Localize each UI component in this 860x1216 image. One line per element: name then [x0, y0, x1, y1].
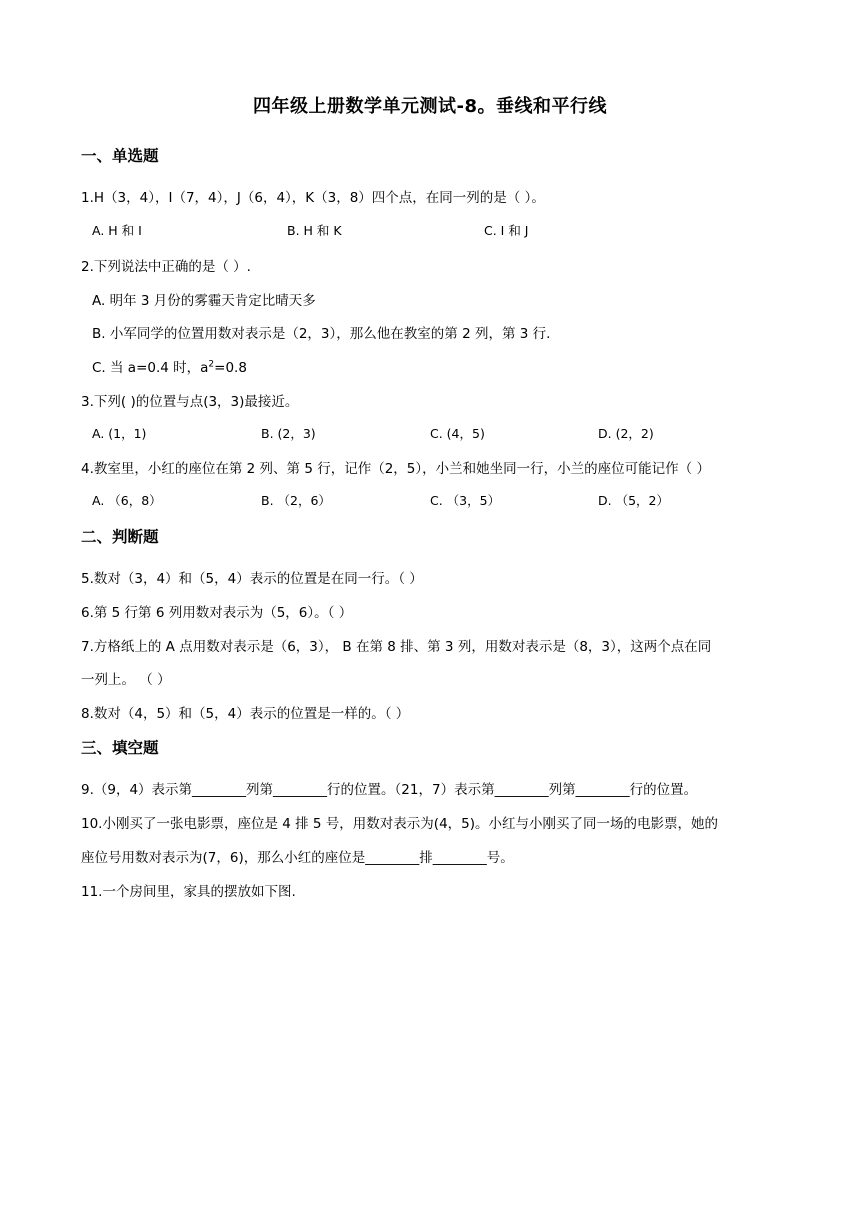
- q1-option-a: A. H 和 I: [92, 223, 142, 238]
- q1-option-b: B. H 和 K: [287, 223, 342, 238]
- q2-option-c: [92, 356, 247, 376]
- question-2-text: 2.下列说法中正确的是（ ）.: [81, 259, 251, 275]
- question-3-text: 3.下列( )的位置与点(3，3)最接近。: [81, 394, 299, 410]
- q2-option-c-text: C. 当 a=0.4 时，a: [92, 360, 209, 376]
- q4-option-a: A. （6，8）: [92, 493, 162, 508]
- question-4-text: 4.教室里，小红的座位在第 2 列、第 5 行，记作（2，5），小兰和她坐同一行，小兰的座位可能记作（ ）: [81, 461, 710, 477]
- q3-option-c: C. (4，5): [430, 426, 485, 441]
- q2-option-b: B. 小军同学的位置用数对表示是（2，3），那么他在教室的第 2 列，第 3 行.: [92, 326, 551, 342]
- q4-option-b: B. （2，6）: [261, 493, 331, 508]
- page-title: 四年级上册数学单元测试-8。垂线和平行线: [253, 96, 607, 117]
- question-10-line-2: 座位号用数对表示为(7，6)，那么小红的座位是________排________号。: [81, 850, 514, 866]
- question-7-line-2: 一列上。 （ ）: [81, 672, 171, 688]
- section-heading-single-choice: 一、单选题: [81, 147, 159, 165]
- question-9-text: 9.（9，4）表示第________列第________行的位置。（21，7）表示第________列第________行的位置。: [81, 782, 698, 798]
- q4-option-c: C. （3，5）: [430, 493, 501, 508]
- q2-option-c-value: =0.8: [214, 360, 247, 376]
- q2-option-a: A. 明年 3 月份的雾霾天肯定比晴天多: [92, 293, 316, 309]
- q3-option-a: A. (1，1): [92, 426, 147, 441]
- question-11-text: 11.一个房间里，家具的摆放如下图.: [81, 884, 296, 900]
- q1-option-c: C. I 和 J: [484, 223, 529, 238]
- q4-option-d: D. （5，2）: [598, 493, 669, 508]
- question-6-text: 6.第 5 行第 6 列用数对表示为（5，6）。（ ）: [81, 605, 353, 621]
- section-heading-true-false: 二、判断题: [81, 528, 159, 546]
- question-8-text: 8.数对（4，5）和（5，4）表示的位置是一样的。（ ）: [81, 706, 410, 722]
- q3-option-b: B. (2，3): [261, 426, 316, 441]
- question-7-line-1: 7.方格纸上的 A 点用数对表示是（6，3）， B 在第 8 排、第 3 列，用数对表示是（8，3），这两个点在同: [81, 639, 712, 655]
- q3-option-d: D. (2，2): [598, 426, 654, 441]
- question-1-text: 1.H（3，4），I（7，4），J（6，4），K（3，8）四个点，在同一列的是（ ）。: [81, 190, 545, 206]
- section-heading-fill-blank: 三、填空题: [81, 739, 159, 757]
- question-10-line-1: 10.小刚买了一张电影票，座位是 4 排 5 号，用数对表示为(4，5)。小红与小刚买了同一场的电影票，她的: [81, 816, 719, 832]
- q2-option-c-exponent: 2: [208, 359, 215, 370]
- question-5-text: 5.数对（3，4）和（5，4）表示的位置是在同一行。（ ）: [81, 571, 423, 587]
